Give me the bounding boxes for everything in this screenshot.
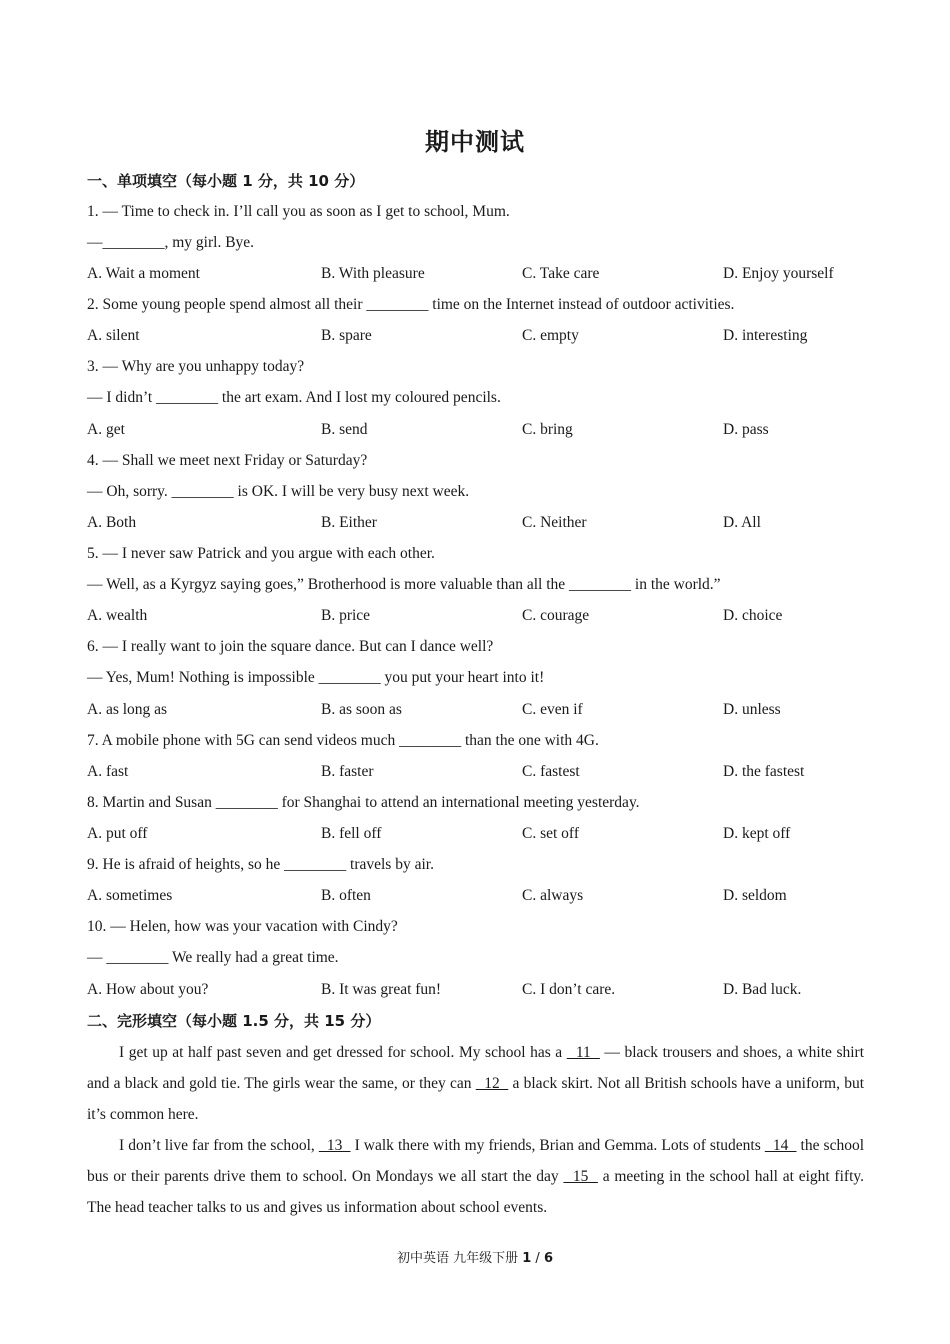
question-4-option-b: B. Either [321,514,377,531]
question-3-option-b: B. send [321,421,368,438]
question-7-stem: 7. A mobile phone with 5G can send videos much ________ than the one with 4G. [87,732,599,749]
cloze-blank-14: 14 [764,1137,797,1154]
question-9-stem: 9. He is afraid of heights, so he ________ travels by air. [87,856,434,873]
question-7-option-b: B. faster [321,763,374,780]
cloze-blank-13: 13 [318,1137,351,1154]
cloze-blank-15: 15 [563,1168,598,1185]
question-3-option-a: A. get [87,421,125,438]
page-title: 期中测试 [425,128,525,156]
question-5-option-c: C. courage [522,607,590,624]
page-number: 1 [522,1251,532,1266]
question-10-stem: 10. — Helen, how was your vacation with Cindy? [87,918,398,935]
question-3-option-c: C. bring [522,421,573,438]
question-4-option-c: C. Neither [522,514,587,531]
question-5-stem: 5. — I never saw Patrick and you argue with each other. [87,545,435,562]
question-9-option-d: D. seldom [723,887,787,904]
cloze-text: the school bus or their parents drive them to school. On Mondays we all start the day [87,1137,865,1185]
question-1-option-c: C. Take care [522,265,600,282]
cloze-blank-11: 11 [566,1044,600,1061]
question-5-option-d: D. choice [723,607,783,624]
question-9-option-b: B. often [321,887,371,904]
question-8-option-a: A. put off [87,825,148,842]
cloze-text: a black skirt. Not all British schools have a uniform, but it’s common here. [87,1075,865,1123]
question-3-option-d: D. pass [723,421,769,438]
cloze-text: I get up at half past seven and get dressed for school. My school has a [119,1044,567,1061]
section-heading-cloze: 二、完形填空（每小题 1.5 分，共 15 分） [87,1012,381,1030]
question-2-option-c: C. empty [522,327,579,344]
question-7-option-c: C. fastest [522,763,580,780]
page-total: 6 [543,1251,553,1266]
question-4-stem-reply: — Oh, sorry. ________ is OK. I will be very busy next week. [87,483,470,500]
cloze-text: a meeting in the school hall at eight fifty. The head teacher talks to us and gives us information about school events. [87,1168,864,1216]
question-7-option-d: D. the fastest [723,763,805,780]
question-1-option-b: B. With pleasure [321,265,425,282]
question-2-option-a: A. silent [87,327,140,344]
cloze-text: — black trousers and shoes, a white shirt and a black and gold tie. The girls wear the same, or they can [87,1044,864,1092]
question-7-option-a: A. fast [87,763,129,780]
question-2-stem: 2. Some young people spend almost all their ________ time on the Internet instead of outdoor activities. [87,296,735,313]
question-4-stem: 4. — Shall we meet next Friday or Saturday? [87,452,368,469]
question-6-option-d: D. unless [723,701,781,718]
question-2-option-d: D. interesting [723,327,808,344]
question-9-option-c: C. always [522,887,584,904]
question-3-stem: 3. — Why are you unhappy today? [87,358,305,375]
question-10-stem-reply: — ________ We really had a great time. [87,949,339,966]
question-8-stem: 8. Martin and Susan ________ for Shanghai to attend an international meeting yesterday. [87,794,640,811]
page-footer [0,1247,950,1266]
page-separator: / [531,1251,544,1266]
question-9-option-a: A. sometimes [87,887,173,904]
question-6-option-a: A. as long as [87,701,168,718]
cloze-paragraph-1 [87,1037,864,1130]
cloze-text: I don’t live far from the school, [119,1137,319,1154]
footer-text: 初中英语 九年级下册 [396,1251,523,1266]
question-5-option-b: B. price [321,607,371,624]
question-1-option-d: D. Enjoy yourself [723,265,834,282]
question-6-stem-reply: — Yes, Mum! Nothing is impossible ________ you put your heart into it! [87,669,545,686]
question-10-option-d: D. Bad luck. [723,981,802,998]
question-8-option-c: C. set off [522,825,579,842]
question-4-option-d: D. All [723,514,761,531]
cloze-blank-12: 12 [475,1075,509,1092]
cloze-text: I walk there with my friends, Brian and Gemma. Lots of students [350,1137,765,1154]
question-8-option-d: D. kept off [723,825,791,842]
question-10-option-a: A. How about you? [87,981,209,998]
question-3-stem-reply: — I didn’t ________ the art exam. And I lost my coloured pencils. [87,389,501,406]
question-6-option-c: C. even if [522,701,583,718]
question-1-option-a: A. Wait a moment [87,265,200,282]
cloze-paragraph-2 [87,1130,864,1223]
question-4-option-a: A. Both [87,514,137,531]
section-heading-single-choice: 一、单项填空（每小题 1 分，共 10 分） [87,172,365,190]
question-2-option-b: B. spare [321,327,372,344]
question-1-stem-reply: —________, my girl. Bye. [87,234,255,251]
question-5-option-a: A. wealth [87,607,148,624]
question-5-stem-reply: — Well, as a Kyrgyz saying goes,” Brotherhood is more valuable than all the ________ in the world.” [87,576,721,593]
question-10-option-c: C. I don’t care. [522,981,616,998]
question-6-stem: 6. — I really want to join the square dance. But can I dance well? [87,638,494,655]
question-6-option-b: B. as soon as [321,701,402,718]
question-10-option-b: B. It was great fun! [321,981,442,998]
question-8-option-b: B. fell off [321,825,382,842]
question-1-stem: 1. — Time to check in. I’ll call you as soon as I get to school, Mum. [87,203,510,220]
